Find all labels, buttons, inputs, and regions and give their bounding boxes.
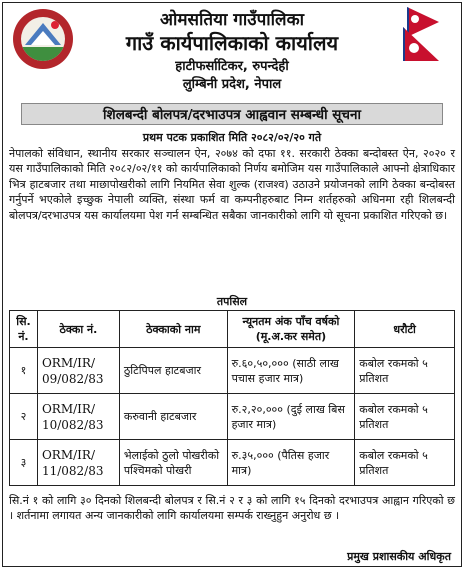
header-sn: सि. नं. xyxy=(10,311,38,348)
letterhead xyxy=(3,3,461,101)
header-min-amount: न्यूनतम अंक पाँच वर्षको (मू.अ.कर समेत) xyxy=(227,311,355,348)
province-name: लुम्बिनी प्रदेश, नेपाल xyxy=(182,77,282,92)
row-contract-no: ORM/IR/ 09/082/83 xyxy=(37,348,119,394)
notice-title: शिलबन्दी बोलपत्र/दरभाउपत्र आह्ववान सम्बन्धी सूचना xyxy=(21,103,443,125)
municipality-name: ओमसतिया गाउँपालिका xyxy=(159,10,305,30)
row-min-amount: रु.२,२०,००० (दुई लाख बिस हजार मात्र) xyxy=(227,394,355,440)
table-row xyxy=(10,440,455,486)
row-contract-no: ORM/IR/ 11/082/83 xyxy=(37,440,119,486)
row-sn: २ xyxy=(10,394,38,440)
row-min-amount: रु.६०,५०,००० (साठी लाख पचास हजार मात्र) xyxy=(227,348,355,394)
header-contract-no: ठेक्का नं. xyxy=(37,311,119,348)
notice-footer: सि.नं १ को लागि ३० दिनको शिलबन्दी बोलपत्र र सि.नं २ र ३ को लागि १५ दिनको दरभाउपत्र आह्वान गरिएको छ । शर्तनामा लगायत अन्य जानकारीको लागि कार्यालयमा सम्पर्क राख्नुहुन अनुरोध छ । xyxy=(9,494,455,523)
table-title: तपसिल xyxy=(216,295,248,308)
row-contract-no: ORM/IR/ 10/082/83 xyxy=(37,394,119,440)
contract-table xyxy=(9,310,455,486)
row-sn: १ xyxy=(10,348,38,394)
table-row xyxy=(10,394,455,440)
row-contract-name: भेलाईको ठुलो पोखरीको पश्चिमको पोखरी xyxy=(119,440,227,486)
signatory-title: प्रमुख प्रशासकीय अधिकृत xyxy=(347,550,451,563)
row-deposit: कबोल रकमको ५ प्रतिशत xyxy=(355,440,455,486)
table-header-row xyxy=(10,311,455,348)
row-deposit: कबोल रकमको ५ प्रतिशत xyxy=(355,348,455,394)
office-address: हाटीफर्साटिकर, रुपन्देही xyxy=(175,59,289,74)
row-contract-name: करुवानी हाटबजार xyxy=(119,394,227,440)
row-min-amount: रु.३५,००० (पैतिस हजार मात्र) xyxy=(227,440,355,486)
notice-body: नेपालको संविधान, स्थानीय सरकार सञ्चालन ऐन, २०७४ को दफा ११. सरकारी ठेक्का बन्दोबस्त ऐन, २०२० र यस गाउँपालिकाको मिति २०८२/०२/११ को कार्यपालिकाको निर्णय बमोजिम यस गाउँपालिकाले आफ्नो क्षेत्राधिकार भित्र हाटबजार तथा माछापोखरीको लागि नियमित सेवा शुल्क (राजश्व) उठाउने प्रयोजनको लागि ठेक्का बन्दोबस्त गर्नुपर्ने भएकोले इच्छुक नेपाली व्यक्ति, संस्था फर्म वा कम्पनीहरुबाट निम्न शर्तहरुको अधिनमा रही शिलबन्दी बोलपत्र/दरभाउपत्र यस कार्यालयमा पेश गर्न सम्बन्धित सबैका जानकारीको लागि यो सूचना प्रकाशित गरिएको छ। xyxy=(9,147,455,222)
publish-date: प्रथम पटक प्रकाशित मिति २०८२/०२/२० गते xyxy=(142,131,322,144)
row-deposit: कबोल रकमको ५ प्रतिशत xyxy=(355,394,455,440)
notice-document xyxy=(2,2,462,567)
row-contract-name: ठुटिपिपल हाटबजार xyxy=(119,348,227,394)
header-deposit: धरौटी xyxy=(355,311,455,348)
header-contract-name: ठेक्काको नाम xyxy=(119,311,227,348)
row-sn: ३ xyxy=(10,440,38,486)
office-name: गाउँ कार्यपालिकाको कार्यालय xyxy=(125,31,339,55)
table-row xyxy=(10,348,455,394)
